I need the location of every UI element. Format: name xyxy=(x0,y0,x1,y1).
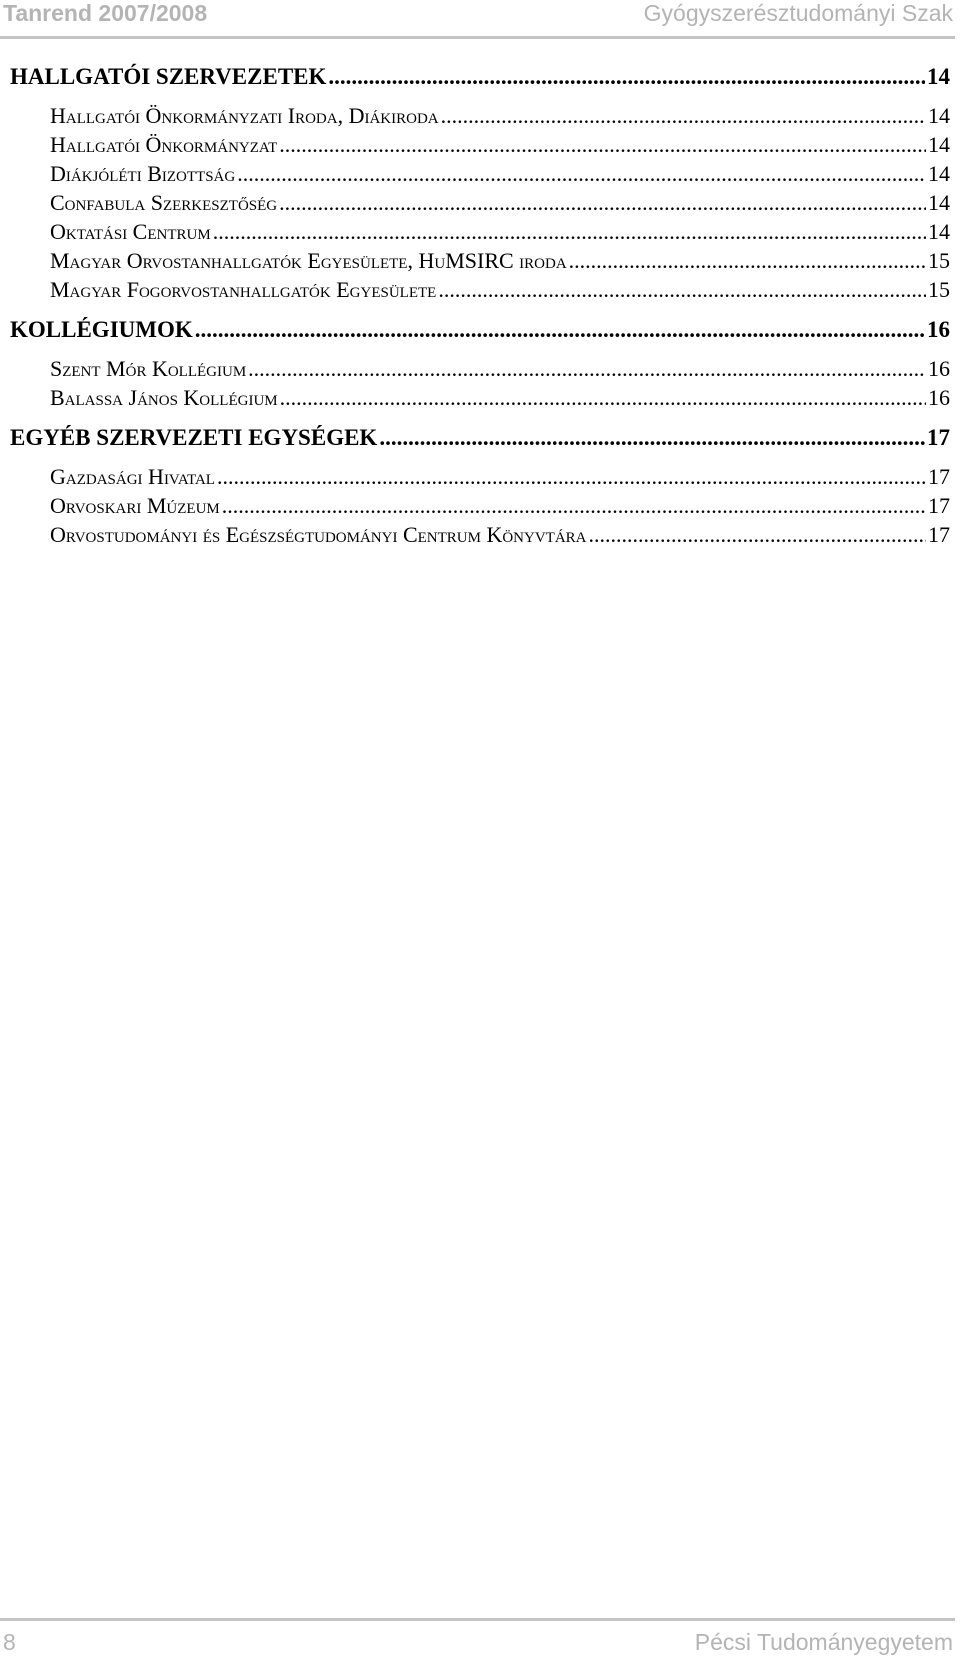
toc-dot-leader xyxy=(441,101,926,130)
toc-entry-page: 14 xyxy=(927,64,950,89)
toc-entry-title: KOLLÉGIUMOK xyxy=(10,317,193,342)
toc-entry-page: 16 xyxy=(927,317,950,342)
toc-dot-leader xyxy=(280,383,926,412)
toc-entry-page: 17 xyxy=(928,522,950,547)
toc-dot-leader xyxy=(438,275,926,304)
toc-entry-mote-humsirc[interactable] xyxy=(10,246,950,275)
toc-entry-konyvtar[interactable] xyxy=(10,520,950,549)
toc-entry-szent-mor-kollegium[interactable] xyxy=(10,354,950,383)
toc-dot-leader xyxy=(195,311,925,348)
toc-entry-title: Hallgatói Önkormányzat xyxy=(50,132,278,157)
toc-entry-page: 17 xyxy=(928,464,950,489)
toc-entry-title: Oktatási Centrum xyxy=(50,219,211,244)
toc-section-egyeb-szervezeti-egysegek[interactable] xyxy=(10,419,950,456)
toc-entry-title: Balassa János Kollégium xyxy=(50,385,278,410)
toc-entry-balassa-janos-kollegium[interactable] xyxy=(10,383,950,412)
toc-dot-leader xyxy=(217,462,926,491)
header-program-name: Gyógyszerésztudományi Szak xyxy=(643,0,953,26)
toc-entry-title: Diákjóléti Bizottság xyxy=(50,161,236,186)
toc-entry-page: 15 xyxy=(928,248,950,273)
toc-dot-leader xyxy=(237,159,926,188)
toc-entry-gazdasagi-hivatal[interactable] xyxy=(10,462,950,491)
running-header xyxy=(0,0,955,39)
toc-entry-title: Gazdasági Hivatal xyxy=(50,464,215,489)
toc-entry-title: Hallgatói Önkormányzati Iroda, Diákiroda xyxy=(50,103,439,128)
toc-entry-title: Magyar Orvostanhallgatók Egyesülete, HuMSIRC iroda xyxy=(50,248,567,273)
toc-entry-page: 14 xyxy=(928,132,950,157)
toc-entry-title: Szent Mór Kollégium xyxy=(50,356,247,381)
table-of-contents xyxy=(10,58,950,549)
toc-entry-page: 14 xyxy=(928,219,950,244)
toc-dot-leader xyxy=(569,246,926,275)
toc-entry-title: EGYÉB SZERVEZETI EGYSÉGEK xyxy=(10,425,378,450)
footer-page-number: 8 xyxy=(3,1629,16,1655)
toc-dot-leader xyxy=(589,520,926,549)
toc-entry-orvoskari-muzeum[interactable] xyxy=(10,491,950,520)
toc-dot-leader xyxy=(379,419,925,456)
toc-entry-hok-iroda[interactable] xyxy=(10,101,950,130)
toc-entry-page: 14 xyxy=(928,161,950,186)
toc-section-kollegiumok[interactable] xyxy=(10,311,950,348)
running-footer xyxy=(0,1618,955,1661)
toc-entry-page: 17 xyxy=(928,493,950,518)
toc-dot-leader xyxy=(213,217,926,246)
footer-university-name: Pécsi Tudományegyetem xyxy=(694,1629,953,1655)
toc-entry-page: 16 xyxy=(928,385,950,410)
toc-entry-title: Magyar Fogorvostanhallgatók Egyesülete xyxy=(50,277,437,302)
toc-entry-title: Confabula Szerkesztőség xyxy=(50,190,278,215)
toc-entry-mofe[interactable] xyxy=(10,275,950,304)
toc-entry-hok[interactable] xyxy=(10,130,950,159)
toc-entry-oktatasi-centrum[interactable] xyxy=(10,217,950,246)
toc-section-hallgatoi-szervezetek[interactable] xyxy=(10,58,950,95)
toc-dot-leader xyxy=(328,58,925,95)
toc-entry-title: HALLGATÓI SZERVEZETEK xyxy=(10,64,327,89)
toc-entry-page: 17 xyxy=(927,425,950,450)
toc-entry-page: 14 xyxy=(928,190,950,215)
header-document-title: Tanrend 2007/2008 xyxy=(3,0,208,26)
toc-entry-page: 16 xyxy=(928,356,950,381)
toc-entry-page: 14 xyxy=(928,103,950,128)
toc-entry-page: 15 xyxy=(928,277,950,302)
toc-entry-diakjoleti-bizottsag[interactable] xyxy=(10,159,950,188)
toc-entry-confabula[interactable] xyxy=(10,188,950,217)
toc-dot-leader xyxy=(222,491,926,520)
toc-dot-leader xyxy=(248,354,926,383)
toc-entry-title: Orvoskari Múzeum xyxy=(50,493,220,518)
toc-dot-leader xyxy=(279,188,926,217)
toc-dot-leader xyxy=(279,130,926,159)
toc-entry-title: Orvostudományi és Egészségtudományi Centrum Könyvtára xyxy=(50,522,587,547)
